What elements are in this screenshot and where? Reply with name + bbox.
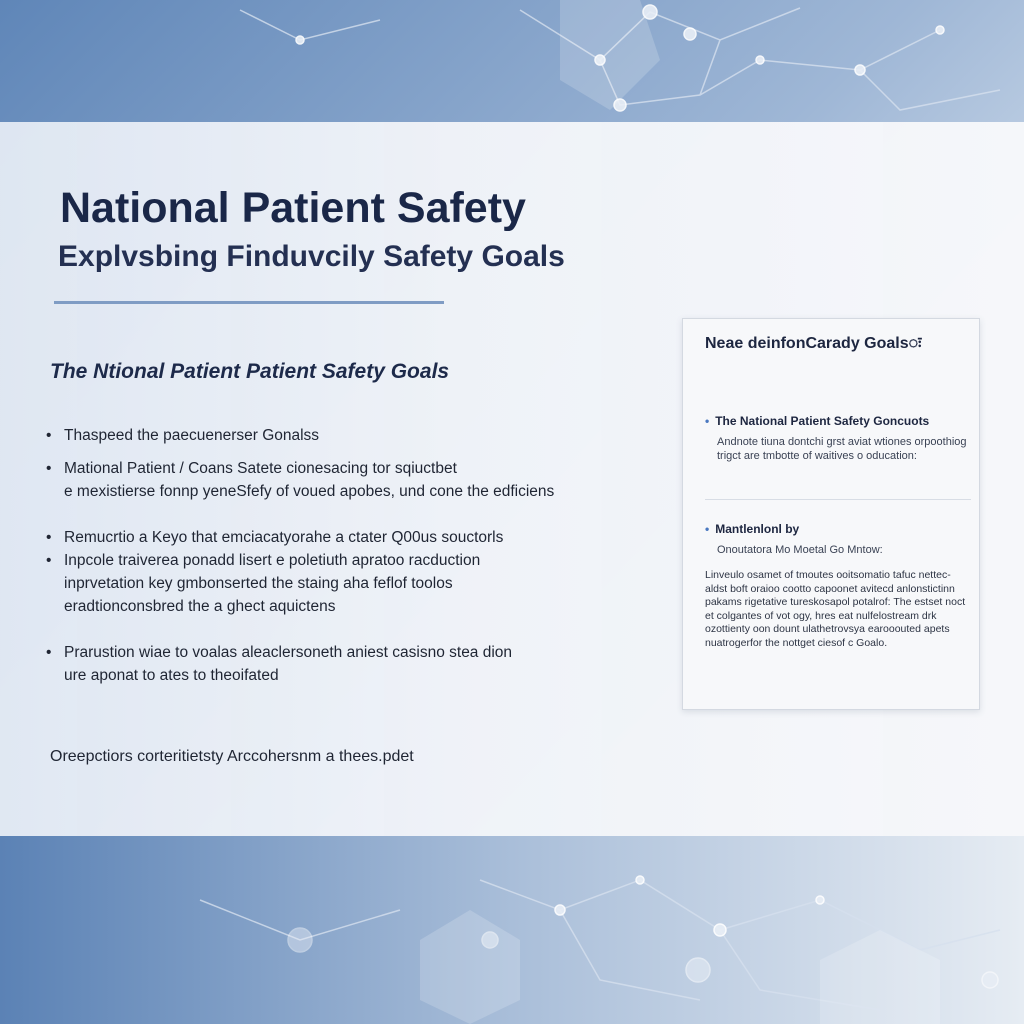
list-item-text: Prarustion wiae to voalas aleaclersoneth aniest casisno stea dion (64, 644, 513, 661)
list-item-text: Mational Patient / Coans Satete cionesacing tor sqiuctbet (64, 460, 457, 477)
sidebar-item (705, 521, 971, 557)
sidebar-item-heading: Mantlenlonl by (715, 522, 800, 536)
list-item (46, 641, 606, 664)
list-item (46, 526, 606, 549)
sidebar-item-heading: The National Patient Safety Goncuots (715, 414, 930, 428)
bullet-icon: • (46, 644, 52, 661)
bullet-icon: • (46, 460, 52, 477)
sidebar-card (682, 318, 980, 710)
sidebar-item-body: Andnote tiuna dontchi grst aviat wtiones orpoothiog trigct are tmbotte of waitives o oducation: (717, 436, 967, 462)
list-item-text: Inpcole traiverea ponadd lisert e poletiuth apratoo racduction (64, 552, 481, 569)
bullet-icon: • (46, 552, 52, 569)
bullet-icon: • (705, 414, 710, 428)
sidebar-divider (705, 499, 971, 500)
sidebar-item (705, 413, 971, 463)
bullet-icon: • (46, 529, 52, 546)
list-item-text: Thaspeed the paecuenerser Gonalss (64, 427, 320, 444)
list-item-continuation: eradtionconsbred the a ghect aquictens (64, 598, 336, 615)
list-item-continuation: inprvetation key gmbonserted the staing aha feflof toolos (64, 575, 453, 592)
title-divider (54, 301, 444, 304)
section-heading: The Ntional Patient Patient Safety Goals (50, 360, 450, 383)
list-item (46, 549, 606, 572)
bullet-list (46, 424, 606, 687)
sidebar-item-body: Onoutatora Mo Moetal Go Mntow: (717, 544, 883, 556)
list-item (46, 424, 606, 447)
list-item-text: Remucrtio a Keyo that emciacatyorahe a ctater Q00us souctorls (64, 529, 504, 546)
bullet-icon: • (46, 427, 52, 444)
page-title: National Patient Safety (60, 184, 526, 232)
footer-text: Oreepctiors corteritietsty Arccohersnm a thees.pdet (50, 748, 414, 765)
list-item (46, 457, 606, 480)
page-subtitle: Explvsbing Finduvcily Safety Goals (58, 240, 565, 273)
sidebar-title: Neae deinfonCarady Goalsः (705, 335, 922, 352)
list-item-continuation: ure aponat to ates to theoifated (64, 667, 279, 684)
sidebar-paragraph: Linveulo osamet of tmoutes ooitsomatio tafuc nettec-aldst boft oraioo cootto capoonet avitecd anlonstictinn pakams rigetative tureskosapol potalrof: The estset noct et colgantes of vot ogy, hres eat nulfelostream drk ozottienty oon dount ulathetrovsya earooouted apets nuatrogerfor the nottget ciesof c Goalo. (705, 569, 966, 649)
bullet-icon: • (705, 522, 710, 536)
list-item-continuation: e mexistierse fonnp yeneSfefy of voued apobes, und cone the edficiens (64, 483, 555, 500)
